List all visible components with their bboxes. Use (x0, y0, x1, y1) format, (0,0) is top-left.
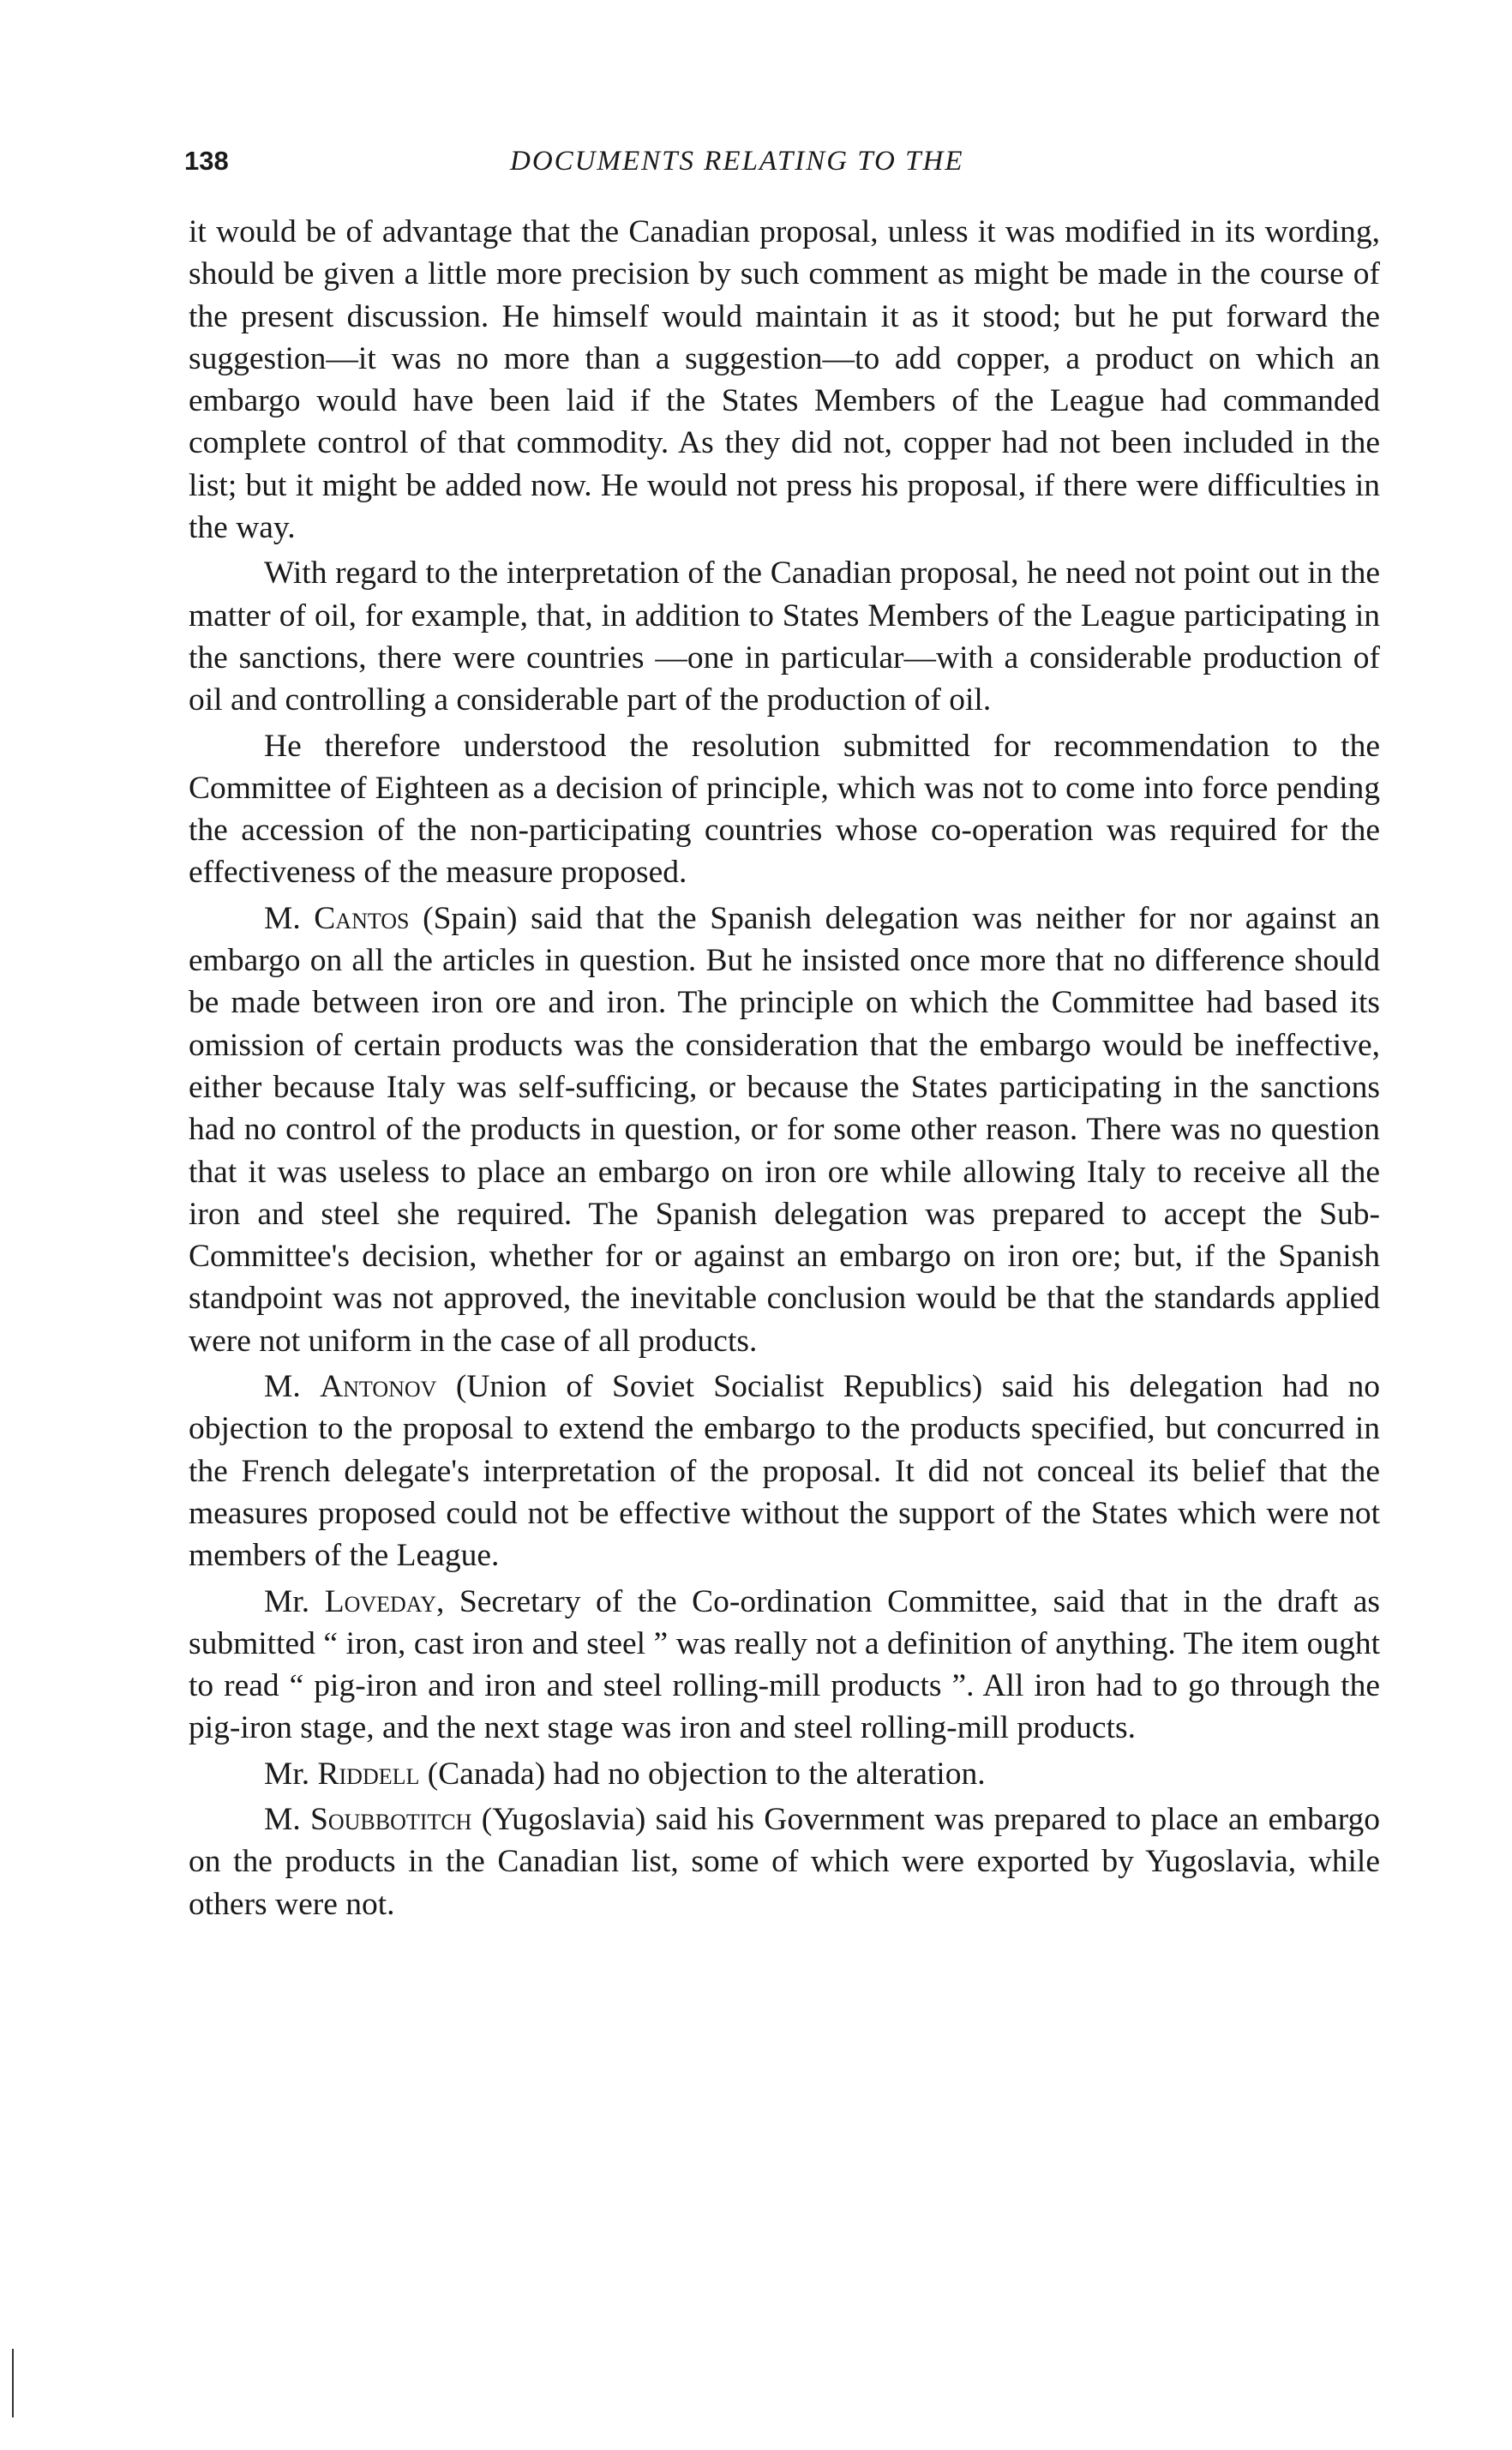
speaker-prefix: Mr. (264, 1583, 310, 1619)
paragraph-text: (Union of Soviet Socialist Republics) said his delegation had no objection to the proposal to extend the embargo to the products specified, but concurred in the French delegate's interpretation of the proposal. It did not conceal its belief that the measures proposed could not be effective without the support of the States which were not members of the League. (189, 1369, 1380, 1574)
paragraph-text: He therefore understood the resolution submitted for recommendation to the Committee of Eighteen as a decision of principle, which was not to come into force pending the accession of the non-participating countries whose co-operation was required for the effectiveness of the measure proposed. (189, 728, 1380, 891)
paragraph-text: (Spain) said that the Spanish delegation was neither for nor against an embargo on all the articles in question. But he insisted once more that no difference should be made between iron ore and iron. The principle on which the Committee had based its omission of certain products was the consideration that the embargo would be ineffective, either because Italy was self-sufficing, or because the States participating in the sanctions had no control of the products in question, or for some other reason. There was no question that it was useless to place an embargo on iron ore while allowing Italy to receive all the iron and steel she required. The Spanish delegation was prepared to accept the Sub-Committee's decision, whether for or against an embargo on iron ore; but, if the Spanish standpoint was not approved, the inevitable conclusion would be that the standards applied were not uniform in the case of all products. (189, 900, 1380, 1359)
speaker-name: Soubbotitch (310, 1801, 472, 1837)
paragraph-2 (189, 552, 1380, 721)
speaker-prefix: Mr. (264, 1756, 310, 1792)
paragraph-soubbotitch (189, 1798, 1380, 1925)
speaker-prefix: M. (264, 1369, 301, 1405)
paragraph-text: , Secretary of the Co-ordination Committee, said that in the draft as submitted “ iron, cast iron and steel ” was really not a definition of anything. The item ought to read “ pig-iron and iron and steel rolling-mill products ”. All iron had to go through the pig-iron stage, and the next stage was iron and steel rolling-mill products. (189, 1583, 1380, 1746)
paragraph-text: With regard to the interpretation of the Canadian proposal, he need not point out in the matter of oil, for example, that, in addition to States Members of the League participating in the sanctions, there were countries —one in particular—with a considerable production of oil and controlling a considerable part of the production of oil. (189, 555, 1380, 718)
paragraph-text: it would be of advantage that the Canadian proposal, unless it was modified in its wording, should be given a little more precision by such comment as might be made in the course of the present discussion. He himself would maintain it as it stood; but he put forward the suggestion—it was no more than a suggestion—to add copper, a product on which an embargo would have been laid if the States Members of the League had commanded complete control of that commodity. As they did not, copper had not been included in the list; but it might be added now. He would not press his proposal, if there were difficulties in the way. (189, 214, 1380, 546)
speaker-name: Riddell (317, 1756, 420, 1792)
running-head: DOCUMENTS RELATING TO THE (510, 146, 964, 177)
paragraph-riddell (189, 1753, 1380, 1795)
paragraph-1 (189, 211, 1380, 549)
paragraph-antonov (189, 1366, 1380, 1576)
body-text (189, 211, 1380, 1929)
page-header (184, 146, 1380, 189)
paragraph-cantos (189, 898, 1380, 1362)
scan-margin-mark (12, 2349, 14, 2417)
page-number: 138 (184, 146, 229, 176)
paragraph-loveday (189, 1581, 1380, 1750)
paragraph-text: (Canada) had no objection to the alteration. (427, 1756, 986, 1792)
speaker-prefix: M. (264, 900, 301, 936)
speaker-prefix: M. (264, 1801, 301, 1837)
speaker-name: Loveday (324, 1583, 436, 1619)
paragraph-text: (Yugoslavia) said his Government was prepared to place an embargo on the products in the Canadian list, some of which were exported by Yugoslavia, while others were not. (189, 1801, 1381, 1922)
speaker-name: Antonov (320, 1369, 437, 1405)
paragraph-3 (189, 725, 1380, 894)
speaker-name: Cantos (314, 900, 410, 936)
